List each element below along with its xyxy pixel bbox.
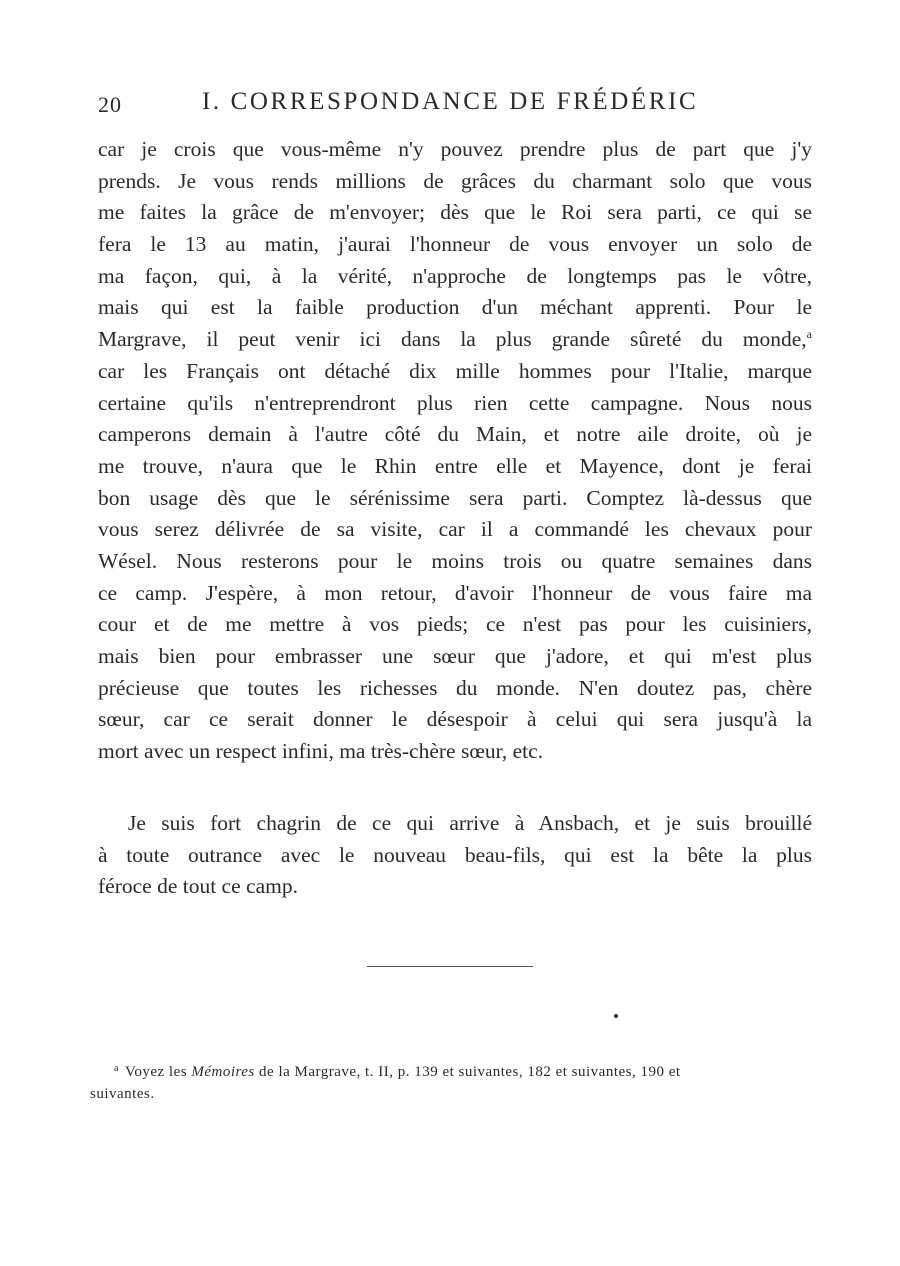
text-line: car les Français ont détaché dix mille hommes pour l'Italie, marque (98, 358, 812, 383)
text-line: précieuse que toutes les richesses du monde. N'en doutez pas, chère (98, 675, 812, 700)
footnote (90, 1058, 810, 1105)
text-line: Margrave, il peut venir ici dans la plus grande sûreté du monde, (98, 327, 807, 352)
letter-paragraph (98, 134, 812, 768)
text-line: ma façon, qui, à la vérité, n'approche de longtemps pas le vôtre, (98, 263, 812, 288)
footnote-prefix: Voyez les (124, 1064, 192, 1080)
text-line: ce camp. J'espère, à mon retour, d'avoir l'honneur de vous faire ma (98, 580, 812, 605)
text-line: cour et de me mettre à vos pieds; ce n'est pas pour les cuisiniers, (98, 612, 812, 637)
text-line: à toute outrance avec le nouveau beau-fils, qui est la bête la plus (98, 842, 812, 867)
footnote-reference[interactable]: a (806, 327, 812, 342)
page-header (98, 88, 810, 124)
footnote-title: Mémoires (191, 1064, 255, 1080)
footnote-marker: a (114, 1063, 119, 1074)
text-line: certaine qu'ils n'entreprendront plus rien cette campagne. Nous nous (98, 390, 812, 415)
text-line: sœur, car ce serait donner le désespoir à celui qui sera jusqu'à la (98, 707, 812, 732)
text-line: vous serez délivrée de sa visite, car il a commandé les chevaux pour (98, 517, 812, 542)
text-line: fera le 13 au matin, j'aurai l'honneur de vous envoyer un solo de (98, 232, 812, 257)
postscript-paragraph (98, 808, 812, 903)
text-line: me faites la grâce de m'envoyer; dès que le Roi sera parti, ce qui se (98, 200, 812, 225)
footnote-text: de la Margrave, t. II, p. 139 et suivantes, 182 et suivantes, 190 et (254, 1064, 681, 1080)
text-line: camperons demain à l'autre côté du Main, et notre aile droite, où je (98, 422, 812, 447)
text-line-with-footnote-ref (98, 324, 812, 356)
page-number: 20 (98, 92, 122, 117)
text-line: mort avec un respect infini, ma très-chère sœur, etc. (98, 739, 544, 764)
footnote-line (90, 1058, 810, 1083)
text-line: mais bien pour embrasser une sœur que j'adore, et qui m'est plus (98, 644, 812, 668)
text-line: car je crois que vous-même n'y pouvez prendre plus de part que j'y (98, 137, 812, 161)
text-line: Wésel. Nous resterons pour le moins trois ou quatre semaines dans (98, 548, 812, 573)
footnote-line: suivantes. (90, 1086, 155, 1102)
text-line: mais qui est la faible production d'un méchant apprenti. Pour le (98, 295, 812, 320)
text-line: me trouve, n'aura que le Rhin entre elle et Mayence, dont je ferai (98, 453, 812, 478)
text-line: Je suis fort chagrin de ce qui arrive à Ansbach, et je suis brouillé (128, 811, 812, 835)
text-line: bon usage dès que le sérénissime sera parti. Comptez là-dessus que (98, 485, 812, 510)
running-title: I. CORRESPONDANCE DE FRÉDÉRIC (202, 88, 699, 115)
text-line: féroce de tout ce camp. (98, 874, 298, 899)
ink-speck (614, 1014, 618, 1018)
section-divider (367, 966, 533, 967)
text-line: prends. Je vous rends millions de grâces du charmant solo que vous (98, 168, 812, 193)
